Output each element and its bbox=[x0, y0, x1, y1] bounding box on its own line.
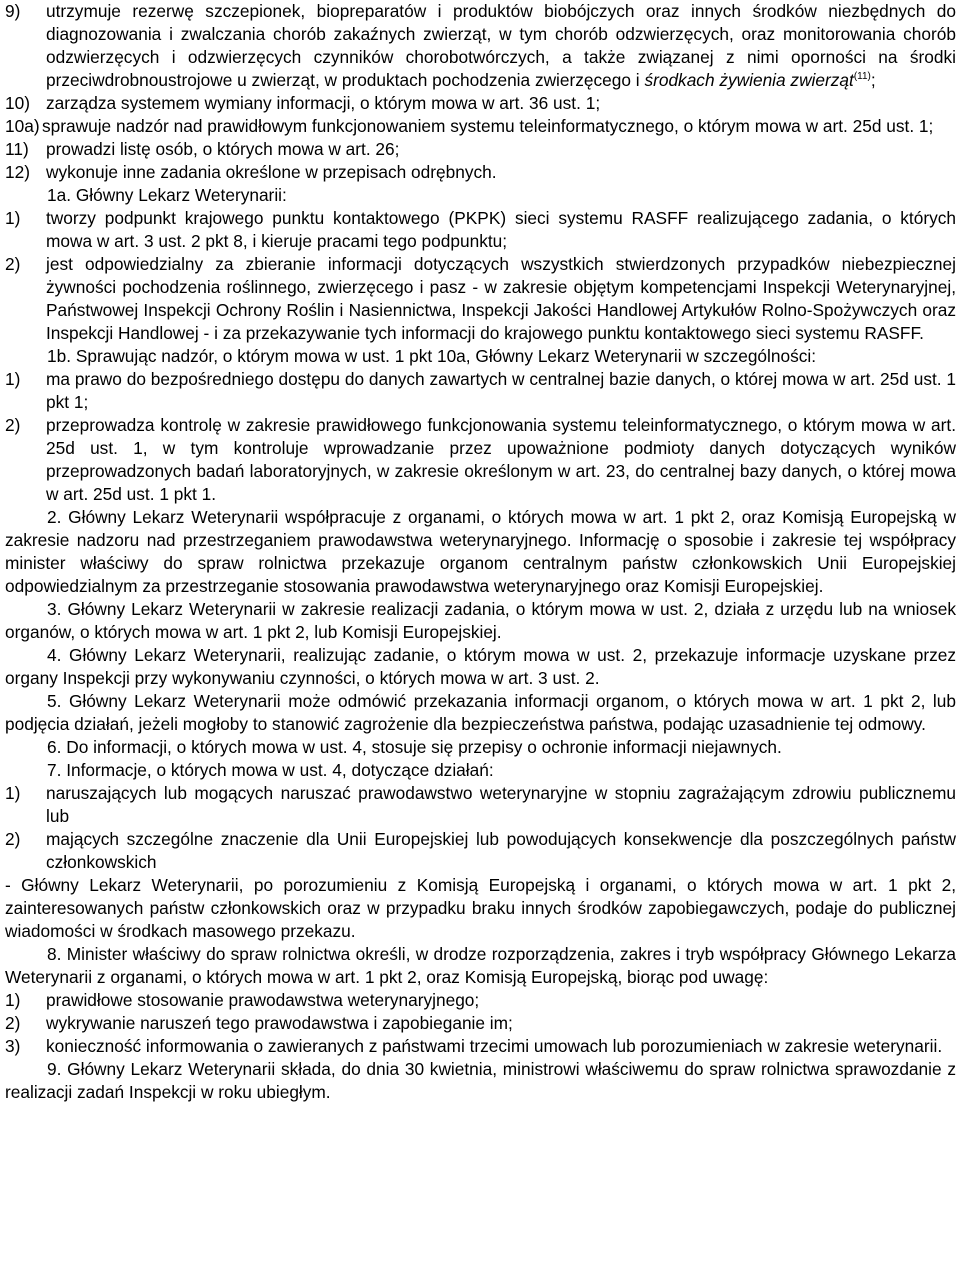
paragraph-2: 2. Główny Lekarz Weterynarii współpracuje z organami, o których mowa w art. 1 pkt 2, oraz Komisją Europejską w zakresie nadzoru nad przestrzeganiem prawodawstwa weterynaryjnego. Informację o sposobie i zakresie tej współpracy minister właściwy do spraw rolnictwa przekazuje organom centralnym państw członkowskich Unii Europejskiej odpowiedzialnym za przestrzeganie stosowania prawodawstwa weterynaryjnego oraz Komisji Europejskiej. bbox=[5, 507, 956, 596]
list-item bbox=[5, 414, 956, 506]
item-text: wykonuje inne zadania określone w przepisach odrębnych. bbox=[46, 162, 497, 182]
footnote-ref: (11) bbox=[853, 71, 871, 82]
paragraph-5: 5. Główny Lekarz Weterynarii może odmówić przekazania informacji organom, o których mowa w art. 1 pkt 2, lub podjęcia działań, jeżeli mogłoby to stanowić zagrożenie dla bezpieczeństwa państwa, podając uzasadnienie tej odmowy. bbox=[5, 691, 956, 734]
paragraph-4: 4. Główny Lekarz Weterynarii, realizując zadanie, o którym mowa w ust. 2, przekazuje informacje uzyskane przez organy Inspekcji przy wykonywaniu czynności, o których mowa w art. 3 ust. 2. bbox=[5, 645, 956, 688]
item-number: 10) bbox=[5, 93, 30, 113]
item-number: 1) bbox=[5, 208, 21, 228]
item-text: naruszających lub mogących naruszać prawodawstwo weterynaryjne w stopniu zagrażającym zdrowiu publicznemu lub bbox=[46, 783, 956, 826]
list-item bbox=[5, 207, 956, 253]
list-item bbox=[5, 253, 956, 345]
item-number: 9) bbox=[5, 1, 21, 21]
paragraph-1b: 1b. Sprawując nadzór, o którym mowa w ust. 1 pkt 10a, Główny Lekarz Weterynarii w szczególności: bbox=[47, 346, 817, 366]
item-text: utrzymuje rezerwę szczepionek, biopreparatów i produktów biobójczych oraz innych środków niezbędnych do diagnozowania i zwalczania chorób zakaźnych zwierząt, w tym chorób odzwierzęcych, oraz monitorowania chorób odzwierzęcych i odzwierzęcych czynników chorobotwórczych, a także związanej z nimi oporności na środki przeciwdrobnoustrojowe u zwierząt, w produktach pochodzenia zwierzęcego i środkach żywienia zwierząt$^{(11)}$; bbox=[46, 1, 956, 90]
item-number: 12) bbox=[5, 162, 30, 182]
item-text: konieczność informowania o zawieranych z państwami trzecimi umowach lub porozumieniach w zakresie weterynarii. bbox=[46, 1036, 943, 1056]
item-number: 2) bbox=[5, 254, 21, 274]
item-text: sprawuje nadzór nad prawidłowym funkcjonowaniem systemu teleinformatycznego, o którym mowa w art. 25d ust. 1; bbox=[42, 116, 934, 136]
item-text: jest odpowiedzialny za zbieranie informacji dotyczących wszystkich stwierdzonych przypadków niebezpiecznej żywności pochodzenia roślinnego, zwierzęcego i pasz - w zakresie objętym kompetencjami Inspekcji Weterynaryjnej, Państwowej Inspekcji Ochrony Roślin i Nasiennictwa, Inspekcji Jakości Handlowej Artykułów Rolno-Spożywczych oraz Inspekcji Handlowej - i za przekazywanie tych informacji do krajowego punktu kontaktowego sieci systemu RASFF. bbox=[46, 254, 956, 343]
item-number: 1) bbox=[5, 369, 21, 389]
list-item bbox=[5, 828, 956, 874]
item-number: 2) bbox=[5, 1013, 21, 1033]
item-number: 2) bbox=[5, 415, 21, 435]
paragraph-8: 8. Minister właściwy do spraw rolnictwa określi, w drodze rozporządzenia, zakres i tryb współpracy Głównego Lekarza Weterynarii z organami, o których mowa w art. 1 pkt 2, oraz Komisją Europejską, biorąc pod uwagę: bbox=[5, 944, 956, 987]
item-number: 1) bbox=[5, 783, 21, 803]
item-number: 10a) bbox=[5, 116, 40, 136]
item-number: 11) bbox=[5, 139, 29, 159]
list-item bbox=[5, 782, 956, 828]
item-text: tworzy podpunkt krajowego punktu kontaktowego (PKPK) sieci systemu RASFF realizującego zadania, o których mowa w art. 3 ust. 2 pkt 8, i kieruje pracami tego podpunktu; bbox=[46, 208, 956, 251]
list-item bbox=[5, 0, 956, 92]
list-item bbox=[5, 989, 956, 1012]
list-item bbox=[5, 1035, 956, 1058]
paragraph-7-tail: - Główny Lekarz Weterynarii, po porozumieniu z Komisją Europejską i organami, o których mowa w art. 1 pkt 2, zainteresowanych państw członkowskich oraz w przypadku braku innych środków zapobiegawczych, podaje do publicznej wiadomości w środkach masowego przekazu. bbox=[5, 875, 956, 941]
item-text: wykrywanie naruszeń tego prawodawstwa i zapobieganie im; bbox=[46, 1013, 513, 1033]
italic-term: środkach żywienia zwierząt bbox=[644, 70, 854, 90]
item-number: 3) bbox=[5, 1036, 21, 1056]
list-item bbox=[5, 1012, 956, 1035]
list-item bbox=[5, 138, 956, 161]
item-text: mających szczególne znaczenie dla Unii Europejskiej lub powodujących konsekwencje dla poszczególnych państw członkowskich bbox=[46, 829, 956, 872]
paragraph-9: 9. Główny Lekarz Weterynarii składa, do dnia 30 kwietnia, ministrowi właściwemu do spraw rolnictwa sprawozdanie z realizacji zadań Inspekcji w roku ubiegłym. bbox=[5, 1059, 956, 1102]
item-text: ma prawo do bezpośredniego dostępu do danych zawartych w centralnej bazie danych, o której mowa w art. 25d ust. 1 pkt 1; bbox=[46, 369, 956, 412]
list-item bbox=[5, 161, 956, 184]
list-item bbox=[5, 115, 956, 138]
item-text: przeprowadza kontrolę w zakresie prawidłowego funkcjonowania systemu teleinformatycznego, o którym mowa w art. 25d ust. 1, w tym kontroluje wprowadzanie przez upoważnione podmioty danych dotyczących wyników przeprowadzonych badań laboratoryjnych, w zakresie określonym w art. 23, do centralnej bazy danych, o której mowa w art. 25d ust. 1 pkt 1. bbox=[46, 415, 956, 504]
item-text: prawidłowe stosowanie prawodawstwa weterynaryjnego; bbox=[46, 990, 480, 1010]
paragraph-3: 3. Główny Lekarz Weterynarii w zakresie realizacji zadania, o którym mowa w ust. 2, działa z urzędu lub na wniosek organów, o których mowa w art. 1 pkt 2, lub Komisji Europejskiej. bbox=[5, 599, 956, 642]
item-number: 2) bbox=[5, 829, 21, 849]
item-text: zarządza systemem wymiany informacji, o którym mowa w art. 36 ust. 1; bbox=[46, 93, 601, 113]
list-item bbox=[5, 368, 956, 414]
item-number: 1) bbox=[5, 990, 21, 1010]
paragraph-6: 6. Do informacji, o których mowa w ust. 4, stosuje się przepisy o ochronie informacji niejawnych. bbox=[47, 737, 782, 757]
paragraph-1a: 1a. Główny Lekarz Weterynarii: bbox=[47, 185, 287, 205]
item-text: prowadzi listę osób, o których mowa w art. 26; bbox=[46, 139, 400, 159]
paragraph-7: 7. Informacje, o których mowa w ust. 4, dotyczące działań: bbox=[47, 760, 494, 780]
list-item bbox=[5, 92, 956, 115]
